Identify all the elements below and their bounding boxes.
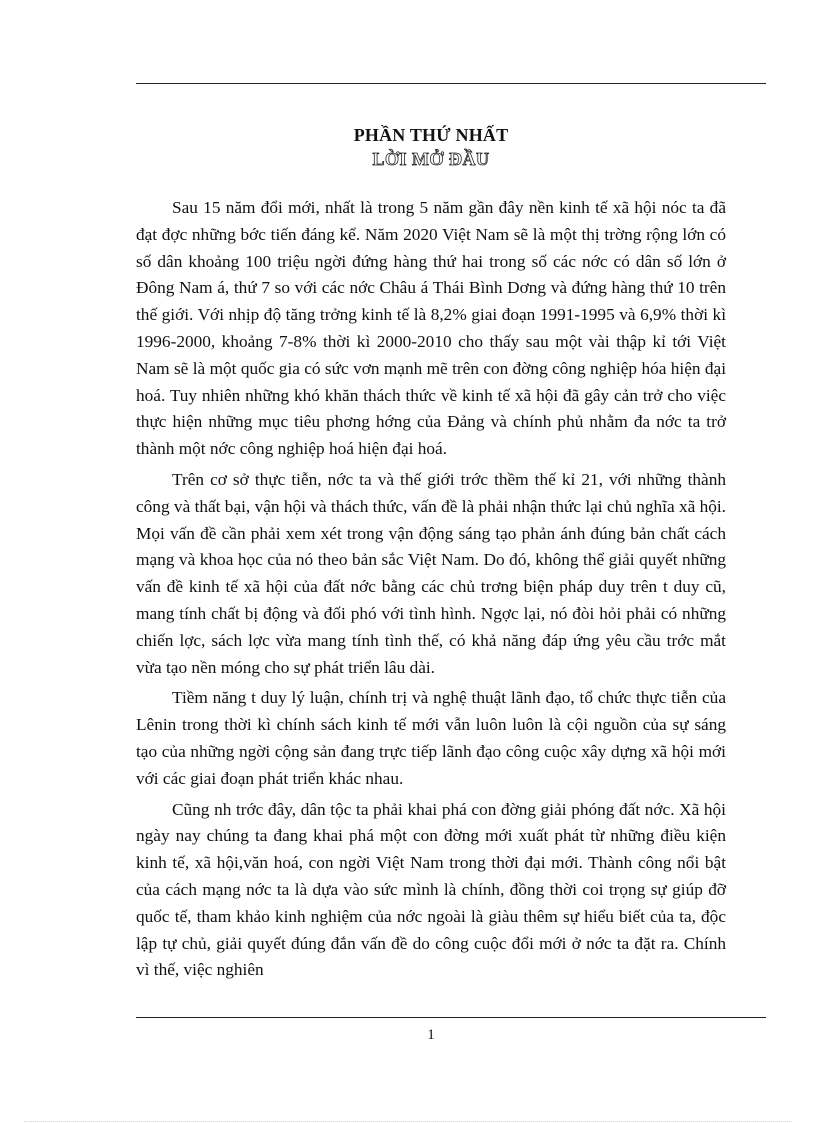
part-title: PHẦN THỨ NHẤT xyxy=(353,125,509,145)
page-edge-dotted-line xyxy=(24,1121,792,1122)
paragraph-3: Tiềm năng t duy lý luận, chính trị và nghệ thuật lãnh đạo, tổ chức thực tiễn của Lênin trong thời kì chính sách kinh tế mới vẫn luôn luôn là cội nguồn của sự sáng tạo của những ngời cộng sản đang trực tiếp lãnh đạo công cuộc xây dựng xã hội mới với các giai đoạn phát triển khác nhau. xyxy=(136,688,726,788)
section-subtitle: LỜI MỞ ĐẦU xyxy=(372,149,490,169)
paragraph-2: Trên cơ sở thực tiễn, nớc ta và thế giới trớc thềm thế kỉ 21, với những thành công và thất bại, vận hội và thách thức, vấn đề là phải nhận thức lại chủ nghĩa xã hội. Mọi vấn đề cần phải xem xét trong vận động sáng tạo phản ánh đúng bản chất cách mạng và khoa học của nó theo bản sắc Việt Nam. Do đó, không thể giải quyết những vấn đề kinh tế xã hội của đất nớc bằng các chủ trơng biện pháp duy trên t duy cũ, mang tính chất bị động và đối phó với tình hình. Ngợc lại, nó đòi hỏi phải có những chiến lợc, sách lợc vừa mang tính tình thế, có khả năng đáp ứng yêu cầu trớc mắt vừa tạo nền móng cho sự phát triển lâu dài. xyxy=(136,469,726,677)
paragraph-1: Sau 15 năm đổi mới, nhất là trong 5 năm gần đây nền kinh tế xã hội nóc ta đã đạt đợc những bớc tiến đáng kể. Năm 2020 Việt Nam sẽ là một thị trờng rộng lớn có số dân khoảng 100 triệu ngời đứng hàng thứ hai trong số các nớc có dân số lớn ở Đông Nam á, thứ 7 so với các nớc Châu á Thái Bình Dơng và đứng hàng thứ 10 trên thế giới. Với nhịp độ tăng trởng kinh tế là 8,2% giai đoạn 1991-1995 và 6,9% thời kì 1996-2000, khoảng 7-8% thời kì 2000-2010 cho thấy sau một vài thập kỉ tới Việt Nam sẽ là một quốc gia có sức vơn mạnh mẽ trên con đờng công nghiệp hóa hiện đại hoá. Tuy nhiên những khó khăn thách thức về kinh tế xã hội đã gây cản trở cho việc thực hiện những mục tiêu phơng hớng của Đảng và chính phủ nhằm đa nớc ta trở thành một nớc công nghiệp hoá hiện đại hoá. xyxy=(136,198,726,459)
body-text xyxy=(136,195,726,988)
header-rule xyxy=(136,83,766,84)
footer-rule xyxy=(136,1017,766,1018)
page-number: 1 xyxy=(427,1027,435,1043)
title-block xyxy=(136,124,726,170)
paragraph-4: Cũng nh trớc đây, dân tộc ta phải khai phá con đờng giải phóng đất nớc. Xã hội ngày nay chúng ta đang khai phá một con đờng mới xuất phát từ những điều kiện kinh tế, xã hội,văn hoá, con ngời Việt Nam trong thời đại mới. Thành công nổi bật của cách mạng nớc ta là dựa vào sức mình là chính, đồng thời coi trọng sự giúp đỡ quốc tế, tham khảo kinh nghiệm của nớc ngoài là giàu thêm sự hiểu biết của ta, độc lập tự chủ, giải quyết đúng đắn vấn đề do công cuộc đổi mới ở nớc ta đặt ra. Chính vì thế, việc nghiên xyxy=(136,799,726,980)
